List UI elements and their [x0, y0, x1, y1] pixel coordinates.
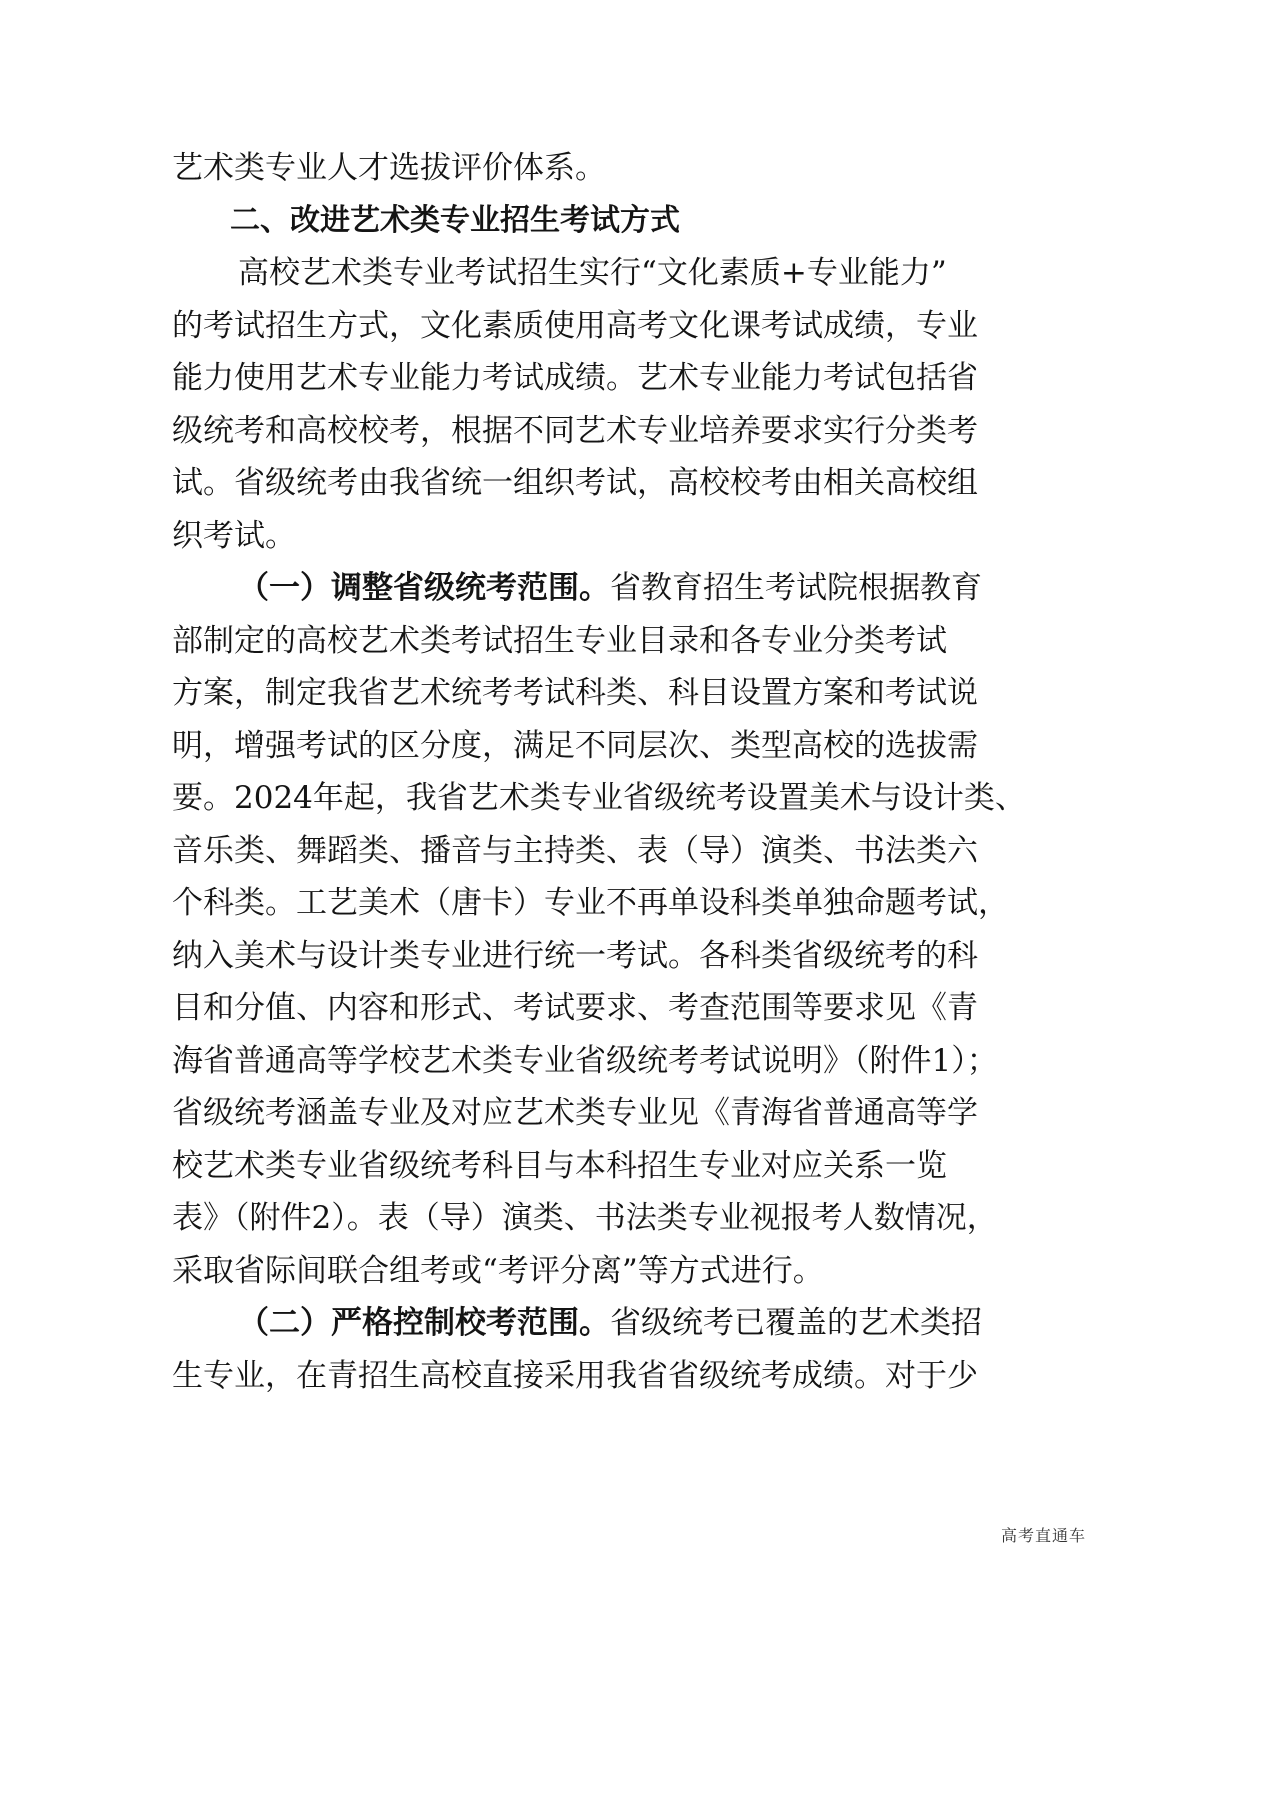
paragraph-line: 表》（附件2）。表（导）演类、书法类专业视报考人数情况，	[172, 1200, 998, 1236]
paragraph-line: 省级统考涵盖专业及对应艺术类专业见《青海省普通高等学	[172, 1095, 978, 1131]
paragraph-line: 纳入美术与设计类专业进行统一考试。各科类省级统考的科	[172, 937, 978, 974]
paragraph-line: 试。省级统考由我省统一组织考试，高校校考由相关高校组	[172, 465, 978, 501]
paragraph-line: 采取省际间联合组考或“考评分离”等方式进行。	[172, 1252, 824, 1289]
paragraph-line: 能力使用艺术专业能力考试成绩。艺术专业能力考试包括省	[172, 360, 978, 396]
paragraph-line: 生专业，在青招生高校直接采用我省省级统考成绩。对于少	[172, 1357, 978, 1394]
paragraph-text: 省教育招生考试院根据教育	[610, 570, 982, 606]
paragraph-line: 织考试。	[172, 517, 296, 554]
paragraph-line: 艺术类专业人才选拔评价体系。	[172, 150, 606, 186]
paragraph-line: 方案，制定我省艺术统考考试科类、科目设置方案和考试说	[172, 675, 978, 711]
paragraph-line: 明，增强考试的区分度，满足不同层次、类型高校的选拔需	[172, 727, 978, 764]
subsection-title: （一）调整省级统考范围。	[238, 570, 610, 606]
document-body	[172, 142, 1026, 1402]
paragraph-line: 部制定的高校艺术类考试招生专业目录和各专业分类考试	[172, 622, 947, 659]
paragraph-line: 的考试招生方式，文化素质使用高考文化课考试成绩，专业	[172, 307, 978, 344]
paragraph-line: 目和分值、内容和形式、考试要求、考查范围等要求见《青	[172, 990, 978, 1026]
subsection-paragraph-start	[172, 562, 982, 615]
paragraph-line: 要。2024年起，我省艺术类专业省级统考设置美术与设计类、	[172, 780, 1026, 816]
paragraph-line: 音乐类、舞蹈类、播音与主持类、表（导）演类、书法类六	[172, 832, 978, 869]
paragraph-line: 个科类。工艺美术（唐卡）专业不再单设科类单独命题考试，	[172, 885, 1009, 921]
section-heading: 二、改进艺术类专业招生考试方式	[230, 202, 680, 238]
paragraph-text: 省级统考已覆盖的艺术类招	[610, 1305, 982, 1341]
paragraph-line: 校艺术类专业省级统考科目与本科招生专业对应关系一览	[172, 1147, 947, 1184]
watermark: 高考直通车	[1001, 1523, 1086, 1546]
subsection-paragraph-start	[172, 1297, 982, 1350]
paragraph-line: 高校艺术类专业考试招生实行“文化素质+专业能力”	[238, 255, 947, 291]
subsection-title: （二）严格控制校考范围。	[238, 1305, 610, 1341]
paragraph-line: 级统考和高校校考，根据不同艺术专业培养要求实行分类考	[172, 412, 978, 449]
paragraph-line: 海省普通高等学校艺术类专业省级统考考试说明》（附件1）；	[172, 1042, 998, 1079]
